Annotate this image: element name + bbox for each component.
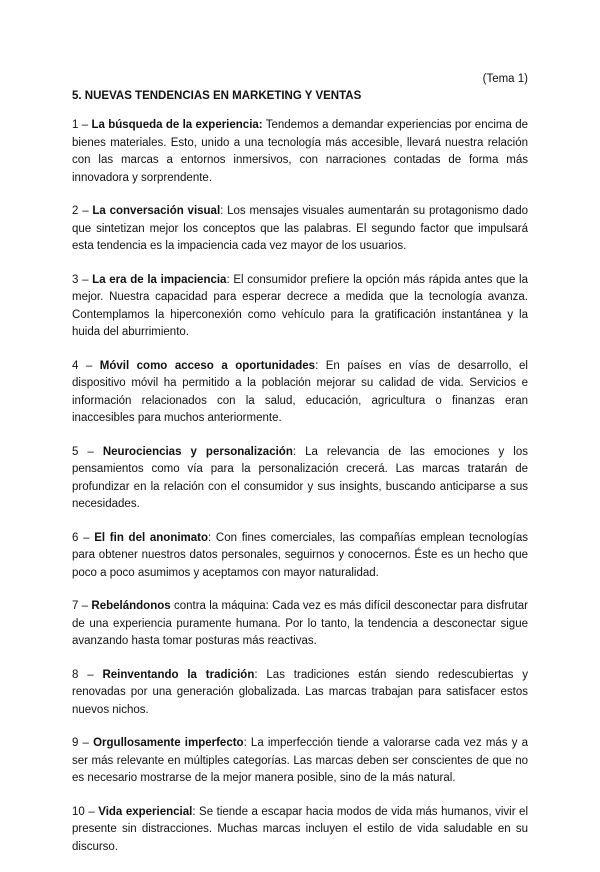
trend-heading: La búsqueda de la experiencia: xyxy=(91,119,263,131)
trend-heading: Reinventando la tradición xyxy=(102,668,255,681)
trend-item xyxy=(72,203,528,256)
trend-item xyxy=(72,358,528,428)
trend-number: 8 – xyxy=(72,668,103,681)
trend-item xyxy=(72,117,528,187)
trend-text: : La imperfección tiende a valorarse cada vez más y a ser más relevante en múltiples categorías. Las marcas deben ser conscientes de que no es necesario mostrarse de la mejor manera posible, sino de la más natural. xyxy=(72,737,528,784)
trend-heading: La era de la impaciencia xyxy=(92,273,227,286)
trend-number: 6 – xyxy=(72,531,95,544)
trend-heading: Neurociencias y personalización xyxy=(102,445,293,458)
trend-item xyxy=(72,444,528,514)
trend-number: 5 – xyxy=(72,445,103,458)
trend-text: : Las tradiciones están siendo redescubiertas y renovadas por una generación globalizada. Las marcas trabajan para satisfacer estos nuevos nichos. xyxy=(72,668,528,716)
trend-number: 3 – xyxy=(72,273,93,286)
trend-text: : Se tiende a escapar hacia modos de vida más humanos, vivir el presente sin distracciones. Muchas marcas incluyen el estilo de vida saludable en su discurso. xyxy=(72,805,528,853)
trend-text: Tendemos a demandar experiencias por encima de bienes materiales. Esto, unido a una tecnología más accesible, llevará nuestra relación con las marcas a entornos inmersivos, con narraciones contadas de forma más innovadora y sorprendente. xyxy=(72,119,528,184)
trend-heading: La conversación visual xyxy=(92,205,221,217)
trend-item xyxy=(72,272,528,342)
trend-text: : Con fines comerciales, las compañías emplean tecnologías para obtener nuestros datos personales, seguirnos y conocernos. Éste es un hecho que poco a poco asumimos y aceptamos con mayor naturalidad. xyxy=(72,531,528,579)
trend-text: : La relevancia de las emociones y los pensamientos como vía para la personalización crecerá. Las marcas tratarán de profundizar en la relación con el consumidor y sus insights, buscando anticiparse a sus necesidades. xyxy=(72,445,528,510)
trend-item xyxy=(72,735,528,788)
document-title: 5. NUEVAS TENDENCIAS EN MARKETING Y VENTAS xyxy=(72,90,362,102)
page-reference: (Tema 1) xyxy=(482,73,528,85)
trend-item xyxy=(72,804,528,857)
trend-heading: El fin del anonimato xyxy=(94,531,209,544)
trend-item xyxy=(72,598,528,651)
trend-heading: Rebelándonos xyxy=(91,600,171,612)
trend-text: : En países en vías de desarrollo, el dispositivo móvil ha permitido a la población mejorar su calidad de vida. Servicios e información relacionados con la salud, educación, agricultura o finanzas eran inaccesibles para muchos anteriormente. xyxy=(72,359,528,424)
trend-number: 10 – xyxy=(72,805,99,818)
trend-number: 7 – xyxy=(72,600,92,612)
trend-number: 2 – xyxy=(72,205,93,217)
trend-number: 4 – xyxy=(72,359,100,372)
trends-list xyxy=(72,117,528,872)
trend-heading: Móvil como acceso a oportunidades xyxy=(99,359,316,372)
trend-number: 1 – xyxy=(72,119,92,131)
trend-number: 9 – xyxy=(72,737,94,749)
trend-item xyxy=(72,667,528,720)
trend-item xyxy=(72,530,528,583)
trend-text: : Los mensajes visuales aumentarán su protagonismo dado que sintetizan mejor los conceptos que las palabras. El segundo factor que impulsará esta tendencia es la impaciencia cada vez mayor de los usuarios. xyxy=(72,205,529,252)
trend-text: : El consumidor prefiere la opción más rápida antes que la mejor. Nuestra capacidad para esperar decrece a medida que la tecnología avanza. Contemplamos la hiperconexión como vehículo para la gratificación instantánea y la huida del aburrimiento. xyxy=(72,273,528,338)
trend-text: contra la máquina: Cada vez es más difícil desconectar para disfrutar de una experiencia puramente humana. Por lo tanto, la tendencia a desconectar sigue avanzando hasta tomar posturas más reactivas. xyxy=(72,600,528,647)
trend-heading: Orgullosamente imperfecto xyxy=(93,737,244,749)
trend-heading: Vida experiencial xyxy=(98,805,193,818)
